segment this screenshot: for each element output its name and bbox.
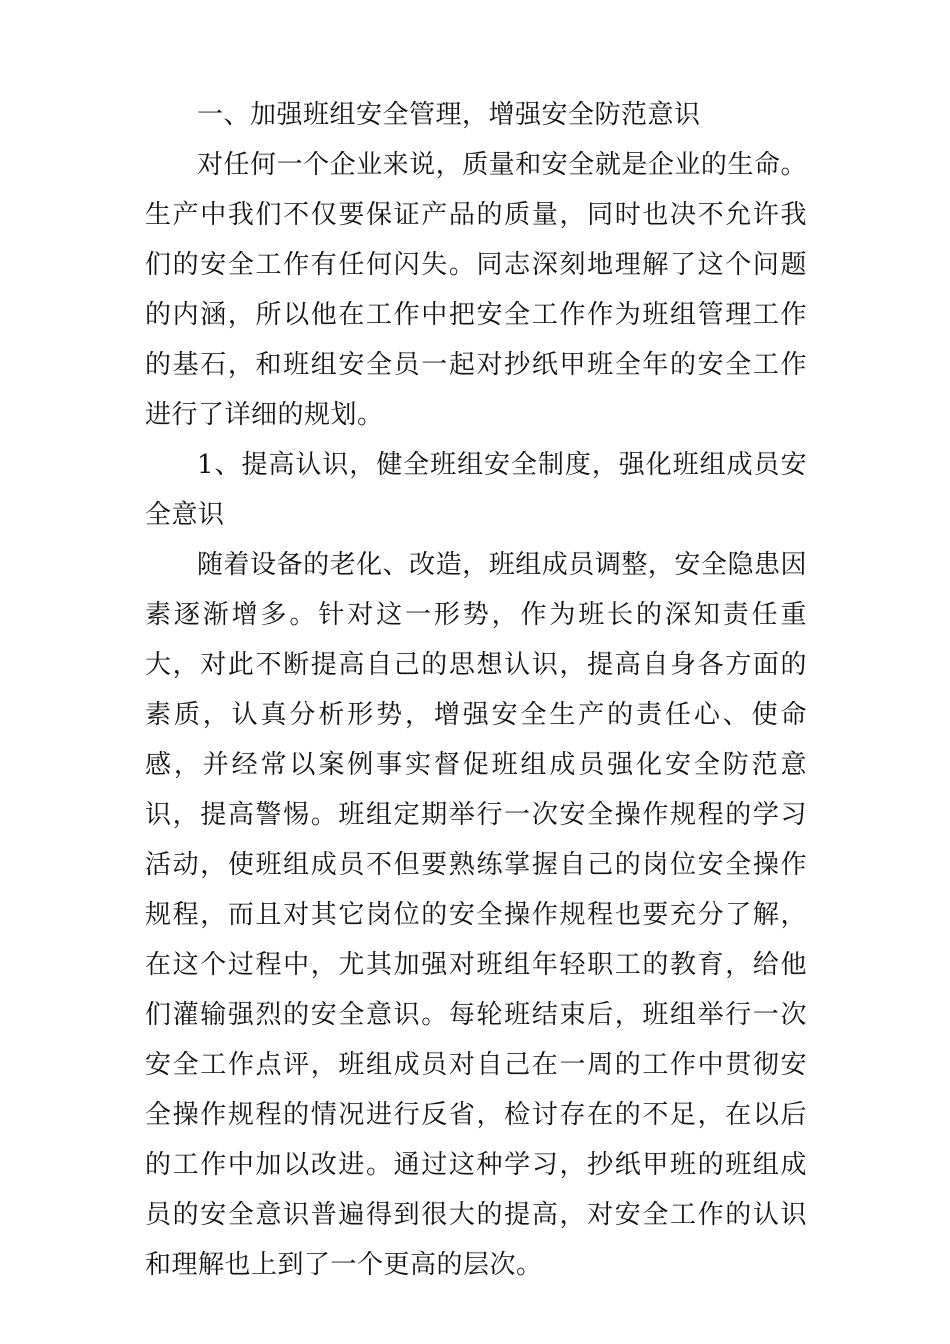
subsection-heading: 1、提高认识，健全班组安全制度，强化班组成员安全意识 [145, 450, 807, 530]
paragraph-body: 随着设备的老化、改造，班组成员调整，安全隐患因素逐渐增多。针对这一形势，作为班长的深知责任重大，对此不断提高自己的思想认识，提高自身各方面的素质，认真分析形势，增强安全生产的责任心、使命感，并经常以案例事实督促班组成员强化安全防范意识，提高警惕。班组定期举行一次安全操作规程的学习活动，使班组成员不但要熟练掌握自己的岗位安全操作规程，而且对其它岗位的安全操作规程也要充分了解，在这个过程中，尤其加强对班组年轻职工的教育，给他们灌输强烈的安全意识。每轮班结束后，班组举行一次安全工作点评，班组成员对自己在一周的工作中贯彻安全操作规程的情况进行反省，检讨存在的不足，在以后的工作中加以改进。通过这种学习，抄纸甲班的班组成员的安全意识普遍得到很大的提高，对安全工作的认识和理解也上到了一个更高的层次。 [145, 550, 807, 1280]
paragraph-intro: 对任何一个企业来说，质量和安全就是企业的生命。生产中我们不仅要保证产品的质量，同时也决不允许我们的安全工作有任何闪失。同志深刻地理解了这个问题的内涵，所以他在工作中把安全工作作为班组管理工作的基石，和班组安全员一起对抄纸甲班全年的安全工作进行了详细的规划。 [145, 150, 807, 430]
document-body [145, 90, 807, 1290]
section-heading: 一、加强班组安全管理，增强安全防范意识 [197, 100, 701, 130]
